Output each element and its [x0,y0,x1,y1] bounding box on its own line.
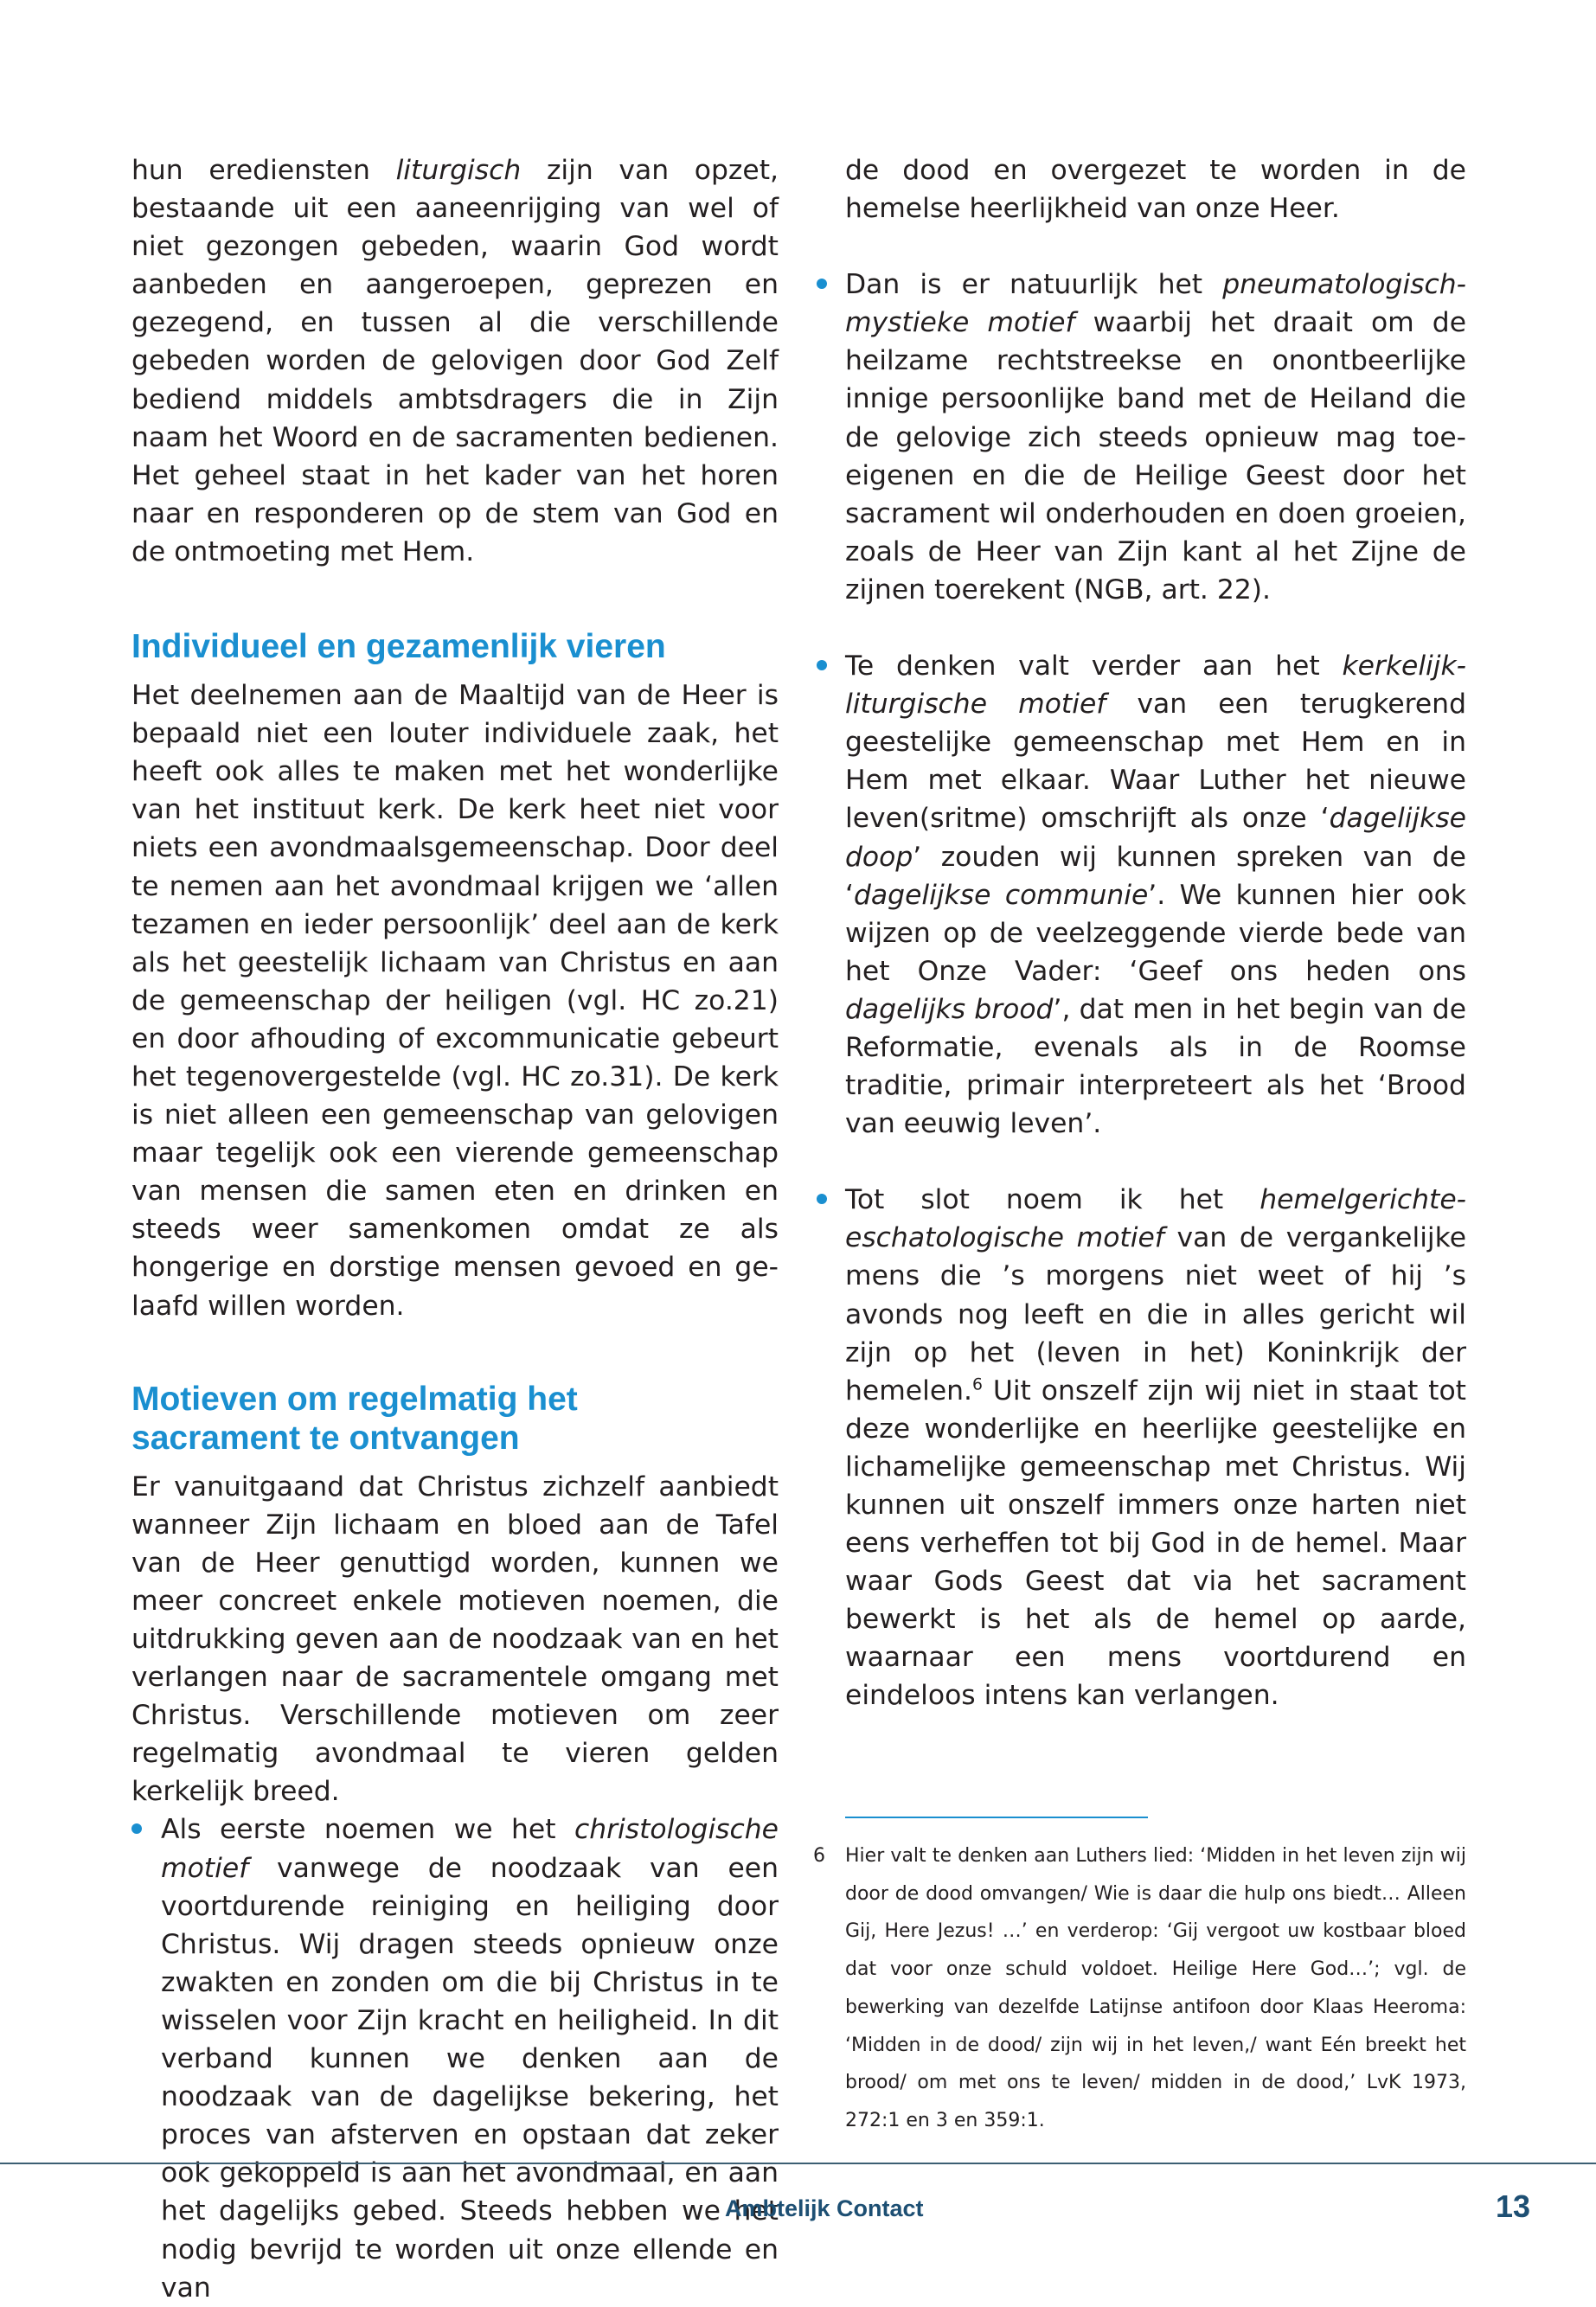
left-column [131,151,779,2307]
motive-list-right [845,266,1466,1714]
bullet-icon [131,1823,142,1834]
list-item-eschatological [845,1181,1466,1714]
footnote-text: Hier valt te denken aan Luthers lied: ‘Midden in het leven zijn wij door de dood omvangen/ Wie is daar die hulp ons biedt… Alleen Gij, Here Jezus! …’ en verderop: ‘Gij vergoot uw kostbaar bloed dat voor onze schuld voldoet. Heilige Here God…’; vgl. de bewerking van dezelfde Latijnse antifoon door Klaas Heeroma: ‘Midden in de dood/ zijn wij in het leven,/ want Eén breekt het brood/ om met ons te leven/ midden in de dood,’ LvK 1973, 272:1 en 3 en 359:1. [845,1845,1466,2131]
bullet-icon [817,660,827,670]
list-item-ecclesial-liturgical [845,647,1466,1143]
heading-individual-communal: Individueel en gezamenlijk vieren [131,628,666,666]
footnote-number: 6 [813,1845,825,1867]
bullet-text: Dan is er natuurlijk het pneumatologisch-mystieke motief waarbij het draait om de heilzame rechtstreekse en onontbeerlijke innige persoonlijke band met de Heiland die de gelovige zich steeds opnieuw mag toe-eigenen en die de Heilige Geest door het sacrament wil onderhouden en doen groeien, zoals de Heer van Zijn kant al het Zijne de zijnen toerekent (NGB, art. 22). [845,269,1467,606]
footnote-divider [845,1817,1148,1818]
paragraph-motives-intro: Er vanuitgaand dat Christus zichzelf aanbiedt wanneer Zijn lichaam en bloed aan de Tafel van de Heer genuttigd worden, kunnen we meer concreet enkele motieven noemen, die uitdrukking geven aan de noodzaak van en het verlangen naar de sacramentele omgang met Christus. Verschillende motieven om zeer regelmatig avondmaal te vieren gelden kerkelijk breed. [131,1471,779,1808]
paragraph-continuation: de dood en overgezet te worden in de hemelse heerlijkheid van onze Heer. [845,155,1466,225]
motive-list-left [131,1810,779,2306]
bullet-icon [817,279,827,289]
page-number: 13 [1495,2188,1530,2224]
bullet-text: Als eerste noemen we het christologische motief vanwege de noodzaak van een voortdurende reiniging en heiliging door Christus. Wij dragen steeds opnieuw onze zwakten en zonden om die bij Christus in te wisselen voor Zijn kracht en heiligheid. In dit verband kunnen we denken aan de noodzaak van de dagelijkse bekering, het proces van afsterven en opstaan dat zeker ook gekoppeld is aan het avondmaal, en aan het dagelijks gebed. Steeds hebben we het nodig bevrijd te worden uit onze ellende en van [161,1814,779,2304]
right-column [845,151,1466,1715]
footnote [813,1837,1466,2140]
footer-divider [0,2163,1596,2164]
bullet-text: Te denken valt verder aan het kerkelijk-liturgische motief van een terugkerend geestelijke gemeenschap met Hem en in Hem met elkaar. Waar Luther het nieuwe leven(sritme) omschrijft als onze ‘dagelijkse doop’ zouden wij kunnen spreken van de ‘dagelijkse communie’. We kunnen hier ook wijzen op de veelzeggende vierde bede van het Onze Vader: ‘Geef ons heden ons dagelijks brood’, dat men in het begin van de Reformatie, evenals als in de Roomse traditie, primair interpreteert als het ‘Brood van eeuwig leven’. [845,650,1467,1140]
footnote-reference[interactable]: 6 [972,1375,983,1394]
paragraph-church-community: Het deelnemen aan de Maaltijd van de Heer is bepaald niet een louter individuele zaak, het heeft ook alles te maken met het wonderlijke van het instituut kerk. De kerk heet niet voor niets een avondmaalsgemeenschap. Door deel te nemen aan het avondmaal krijgen we ‘allen tezamen en ieder persoonlijk’ deel aan de kerk als het geestelijk lichaam van Christus en aan de gemeenschap der heiligen (vgl. HC zo.21) en door afhouding of excommunicatie gebeurt het tegenovergestelde (vgl. HC zo.31). De kerk is niet alleen een gemeenschap van gelovigen maar tegelijk ook een vierende gemeenschap van mensen die samen eten en drinken en steeds weer samenkomen omdat ze als hongerige en dorstige mensen gevoed en gelaafd willen worden. [131,680,779,1322]
paragraph-liturgy: hun erediensten liturgisch zijn van opzet, bestaande uit een aaneenrijging van wel of niet gezongen gebeden, waarin God wordt aanbeden en aangeroepen, geprezen en gezegend, en tussen al die verschillende gebeden worden de gelovigen door God Zelf bediend middels ambtsdragers die in Zijn naam het Woord en de sacramenten bedienen. Het geheel staat in het kader van het horen naar en responderen op de stem van God en de ontmoeting met Hem. [131,155,779,567]
list-item-pneumatological [845,266,1466,609]
list-item-christological [131,1810,779,2306]
bullet-icon [817,1194,827,1204]
publication-title: Ambtelijk Contact [725,2195,924,2221]
heading-motives: Motieven om regelmatig het sacrament te ontvangen [131,1380,578,1457]
bullet-text: Tot slot noem ik het hemelgerichte-eschatologische motief van de vergankelijke mens die ’s morgens niet weet of hij ’s avonds nog leeft en die in alles gericht wil zijn op het (leven in het) Koninkrijk der hemelen.$^6$ Uit onszelf zijn wij niet in staat tot deze wonderlijke en heerlijke geestelijke en lichamelijke gemeenschap met Christus. Wij kunnen uit onszelf immers onze harten niet eens verheffen tot bij God in de hemel. Maar waar Gods Geest dat via het sacrament bewerkt is het als de hemel op aarde, waarnaar een mens voortdurend en eindeloos intens kan verlangen. [845,1184,1467,1712]
